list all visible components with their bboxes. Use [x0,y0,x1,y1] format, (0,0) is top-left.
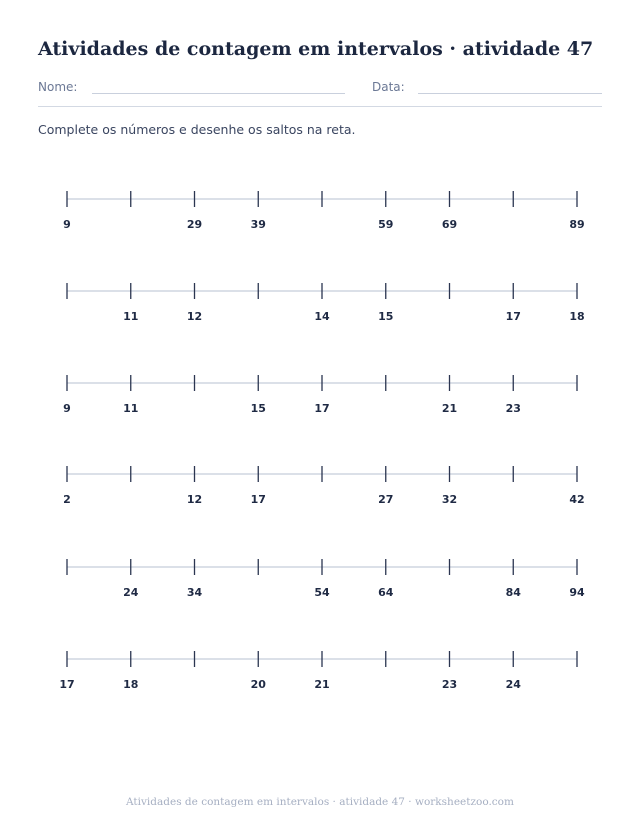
tick-label: 39 [250,218,266,231]
tick-label: 84 [505,586,521,599]
number-line [63,466,584,506]
tick-label: 12 [186,310,203,323]
tick-label: 89 [569,218,585,231]
tick-label: 23 [441,678,458,691]
tick-label: 18 [569,310,585,323]
tick-label: 11 [123,310,139,323]
tick-label: 94 [569,586,585,599]
name-label: Nome: [38,80,78,94]
tick-label: 24 [505,678,521,691]
number-line [63,191,584,231]
number-line [63,375,577,415]
tick-label: 27 [378,493,394,506]
tick-label: 54 [314,586,330,599]
tick-label: 18 [123,678,139,691]
page-title: Atividades de contagem em intervalos · atividade 47 [38,38,594,60]
tick-label: 32 [441,493,458,506]
number-line [67,283,585,323]
tick-label: 17 [314,402,330,415]
tick-label: 15 [250,402,266,415]
tick-label: 12 [186,493,203,506]
date-label: Data: [372,80,405,94]
tick-label: 23 [505,402,521,415]
footer: Atividades de contagem em intervalos · atividade 47 · worksheetzoo.com [126,796,514,808]
tick-label: 15 [378,310,394,323]
tick-label: 34 [186,586,203,599]
tick-label: 24 [123,586,139,599]
number-line [67,559,585,599]
tick-label: 14 [314,310,330,323]
tick-label: 17 [59,678,75,691]
tick-label: 9 [63,402,71,415]
tick-label: 20 [250,678,266,691]
tick-label: 17 [250,493,266,506]
tick-label: 29 [186,218,203,231]
number-line [59,651,577,691]
tick-label: 21 [441,402,458,415]
tick-label: 9 [63,218,71,231]
tick-label: 2 [63,493,71,506]
tick-label: 42 [569,493,585,506]
tick-label: 59 [378,218,394,231]
tick-label: 64 [378,586,394,599]
tick-label: 21 [314,678,330,691]
tick-label: 17 [505,310,521,323]
tick-label: 11 [123,402,139,415]
tick-label: 69 [441,218,458,231]
instructions: Complete os números e desenhe os saltos na reta. [38,122,356,137]
